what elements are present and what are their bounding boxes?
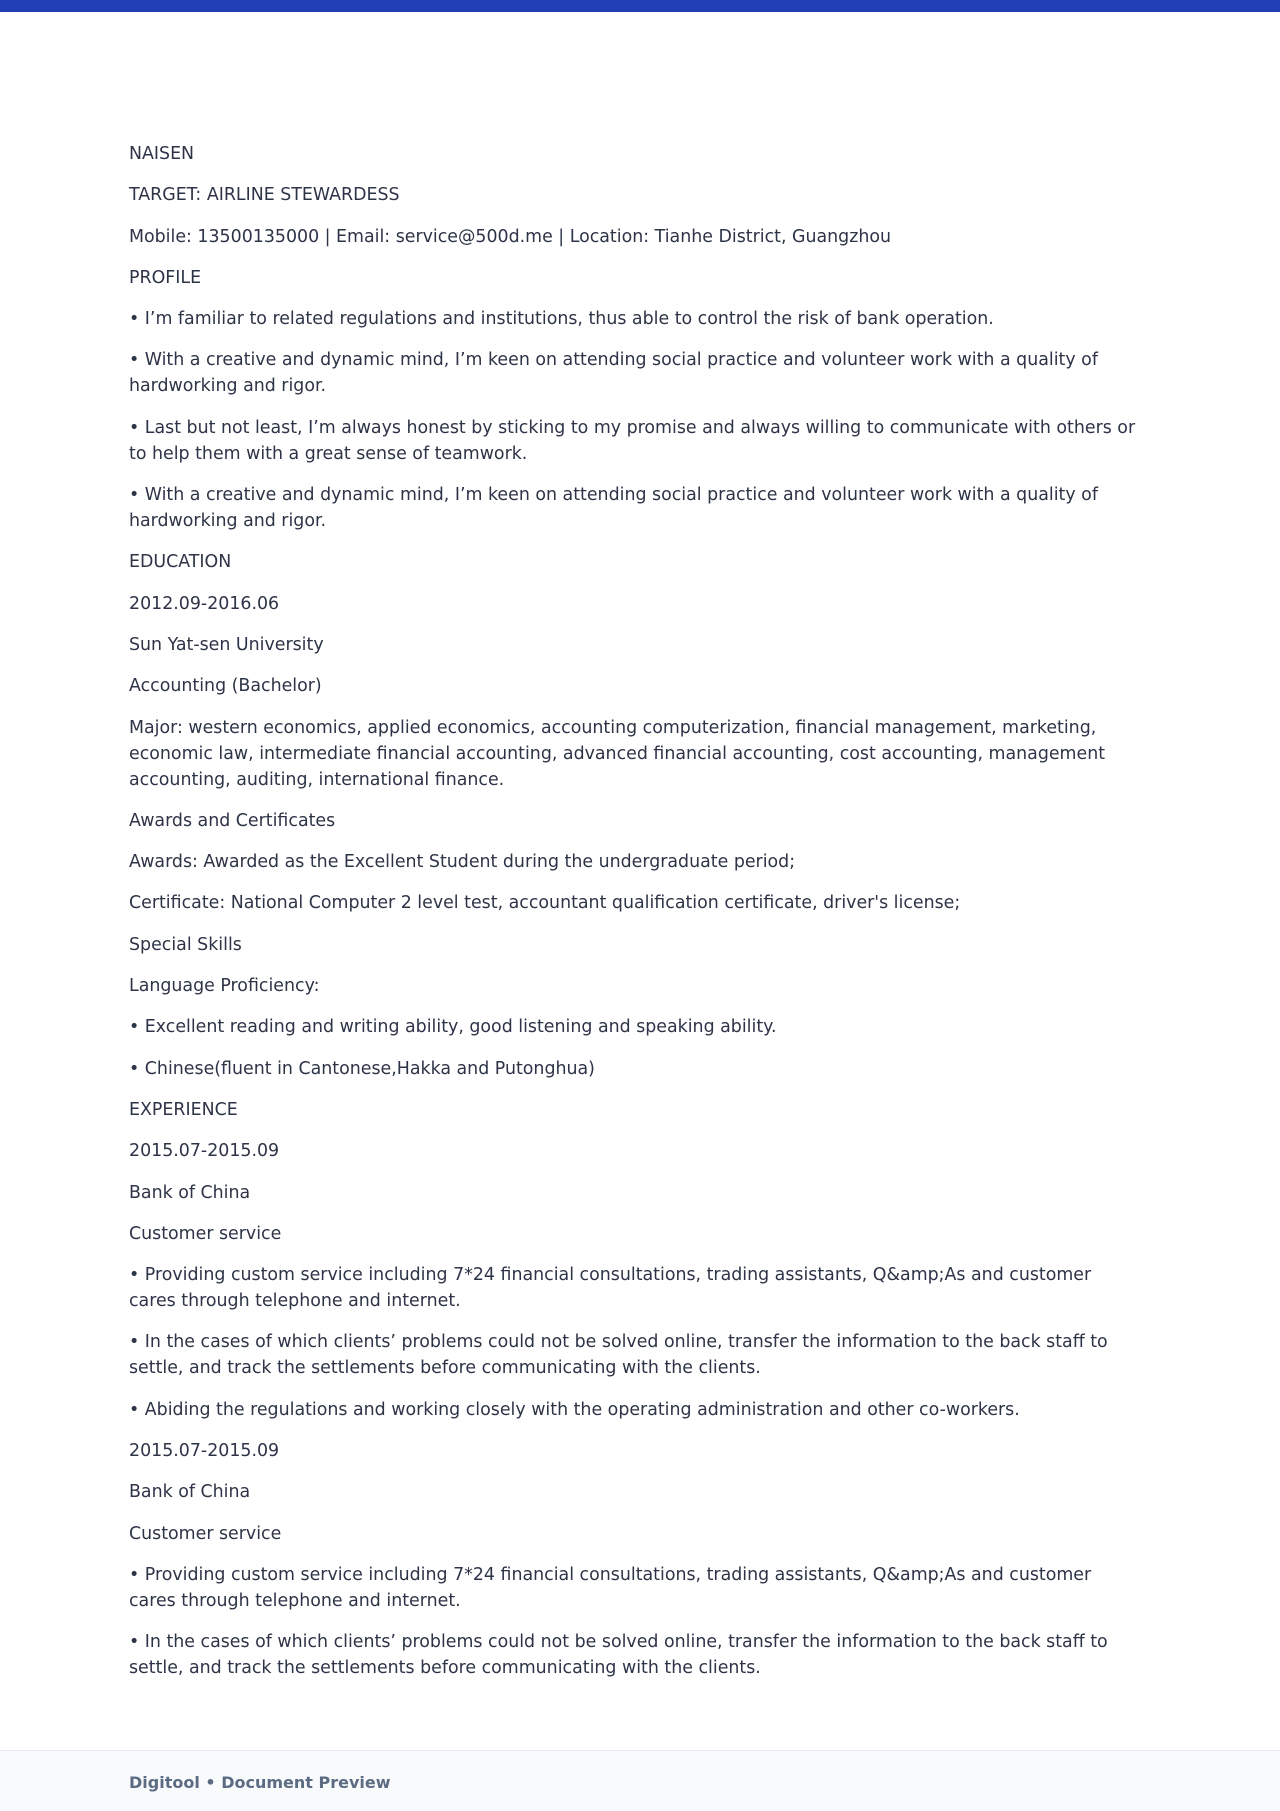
experience-bullet: • Abiding the regulations and working closely with the operating administration and other co-workers. bbox=[129, 1399, 1020, 1420]
skills-bullet: • Excellent reading and writing ability, good listening and speaking ability. bbox=[129, 1017, 777, 1038]
top-accent-bar bbox=[0, 0, 1280, 12]
education-school: Sun Yat-sen University bbox=[129, 634, 324, 655]
education-major: Major: western economics, applied economics, accounting computerization, financial management, marketing, economic law, intermediate financial accounting, advanced financial accounting, cost accounting, management accounting, auditing, international finance. bbox=[129, 717, 1106, 790]
experience-bullet: • Providing custom service including 7*24 financial consultations, trading assistants, Q&amp;As and customer cares through telephone and internet. bbox=[129, 1265, 1092, 1312]
target-position: TARGET: AIRLINE STEWARDESS bbox=[129, 185, 400, 206]
profile-bullet: • Last but not least, I’m always honest by sticking to my promise and always willing to communicate with others or to help them with a great sense of teamwork. bbox=[129, 417, 1136, 464]
experience-company: Bank of China bbox=[129, 1482, 251, 1503]
experience-company: Bank of China bbox=[129, 1182, 251, 1203]
experience-bullet: • In the cases of which clients’ problems could not be solved online, transfer the information to the back staff to settle, and track the settlements before communicating with the clients. bbox=[129, 1632, 1108, 1679]
section-heading-experience: EXPERIENCE bbox=[129, 1099, 238, 1120]
skills-bullet: • Chinese(fluent in Cantonese,Hakka and Putonghua) bbox=[129, 1058, 595, 1079]
experience-bullet: • Providing custom service including 7*24 financial consultations, trading assistants, Q&amp;As and customer cares through telephone and internet. bbox=[129, 1564, 1092, 1611]
experience-bullet: • In the cases of which clients’ problems could not be solved online, transfer the information to the back staff to settle, and track the settlements before communicating with the clients. bbox=[129, 1332, 1108, 1379]
document-body bbox=[129, 141, 1139, 1697]
section-heading-profile: PROFILE bbox=[129, 267, 202, 288]
education-degree: Accounting (Bachelor) bbox=[129, 676, 322, 697]
contact-info: Mobile: 13500135000 | Email: service@500d.me | Location: Tianhe District, Guangzhou bbox=[129, 226, 892, 247]
subheading-special-skills: Special Skills bbox=[129, 934, 242, 955]
footer-bar bbox=[0, 1750, 1280, 1811]
profile-bullet: • With a creative and dynamic mind, I’m keen on attending social practice and volunteer work with a quality of hardworking and rigor. bbox=[129, 485, 1098, 532]
footer-text: Digitool • Document Preview bbox=[129, 1773, 391, 1792]
subheading-awards: Awards and Certificates bbox=[129, 810, 336, 831]
candidate-name: NAISEN bbox=[129, 144, 195, 164]
experience-dates: 2015.07-2015.09 bbox=[129, 1441, 280, 1462]
section-heading-education: EDUCATION bbox=[129, 552, 232, 573]
experience-dates: 2015.07-2015.09 bbox=[129, 1141, 280, 1162]
experience-role: Customer service bbox=[129, 1223, 282, 1244]
experience-role: Customer service bbox=[129, 1523, 282, 1544]
awards-text: Awards: Awarded as the Excellent Student during the undergraduate period; bbox=[129, 852, 796, 873]
language-proficiency-label: Language Proficiency: bbox=[129, 976, 320, 997]
profile-bullet: • With a creative and dynamic mind, I’m keen on attending social practice and volunteer work with a quality of hardworking and rigor. bbox=[129, 350, 1098, 397]
certificate-text: Certificate: National Computer 2 level test, accountant qualification certificate, driver's license; bbox=[129, 893, 961, 914]
education-dates: 2012.09-2016.06 bbox=[129, 593, 280, 614]
profile-bullet: • I’m familiar to related regulations and institutions, thus able to control the risk of bank operation. bbox=[129, 309, 994, 330]
